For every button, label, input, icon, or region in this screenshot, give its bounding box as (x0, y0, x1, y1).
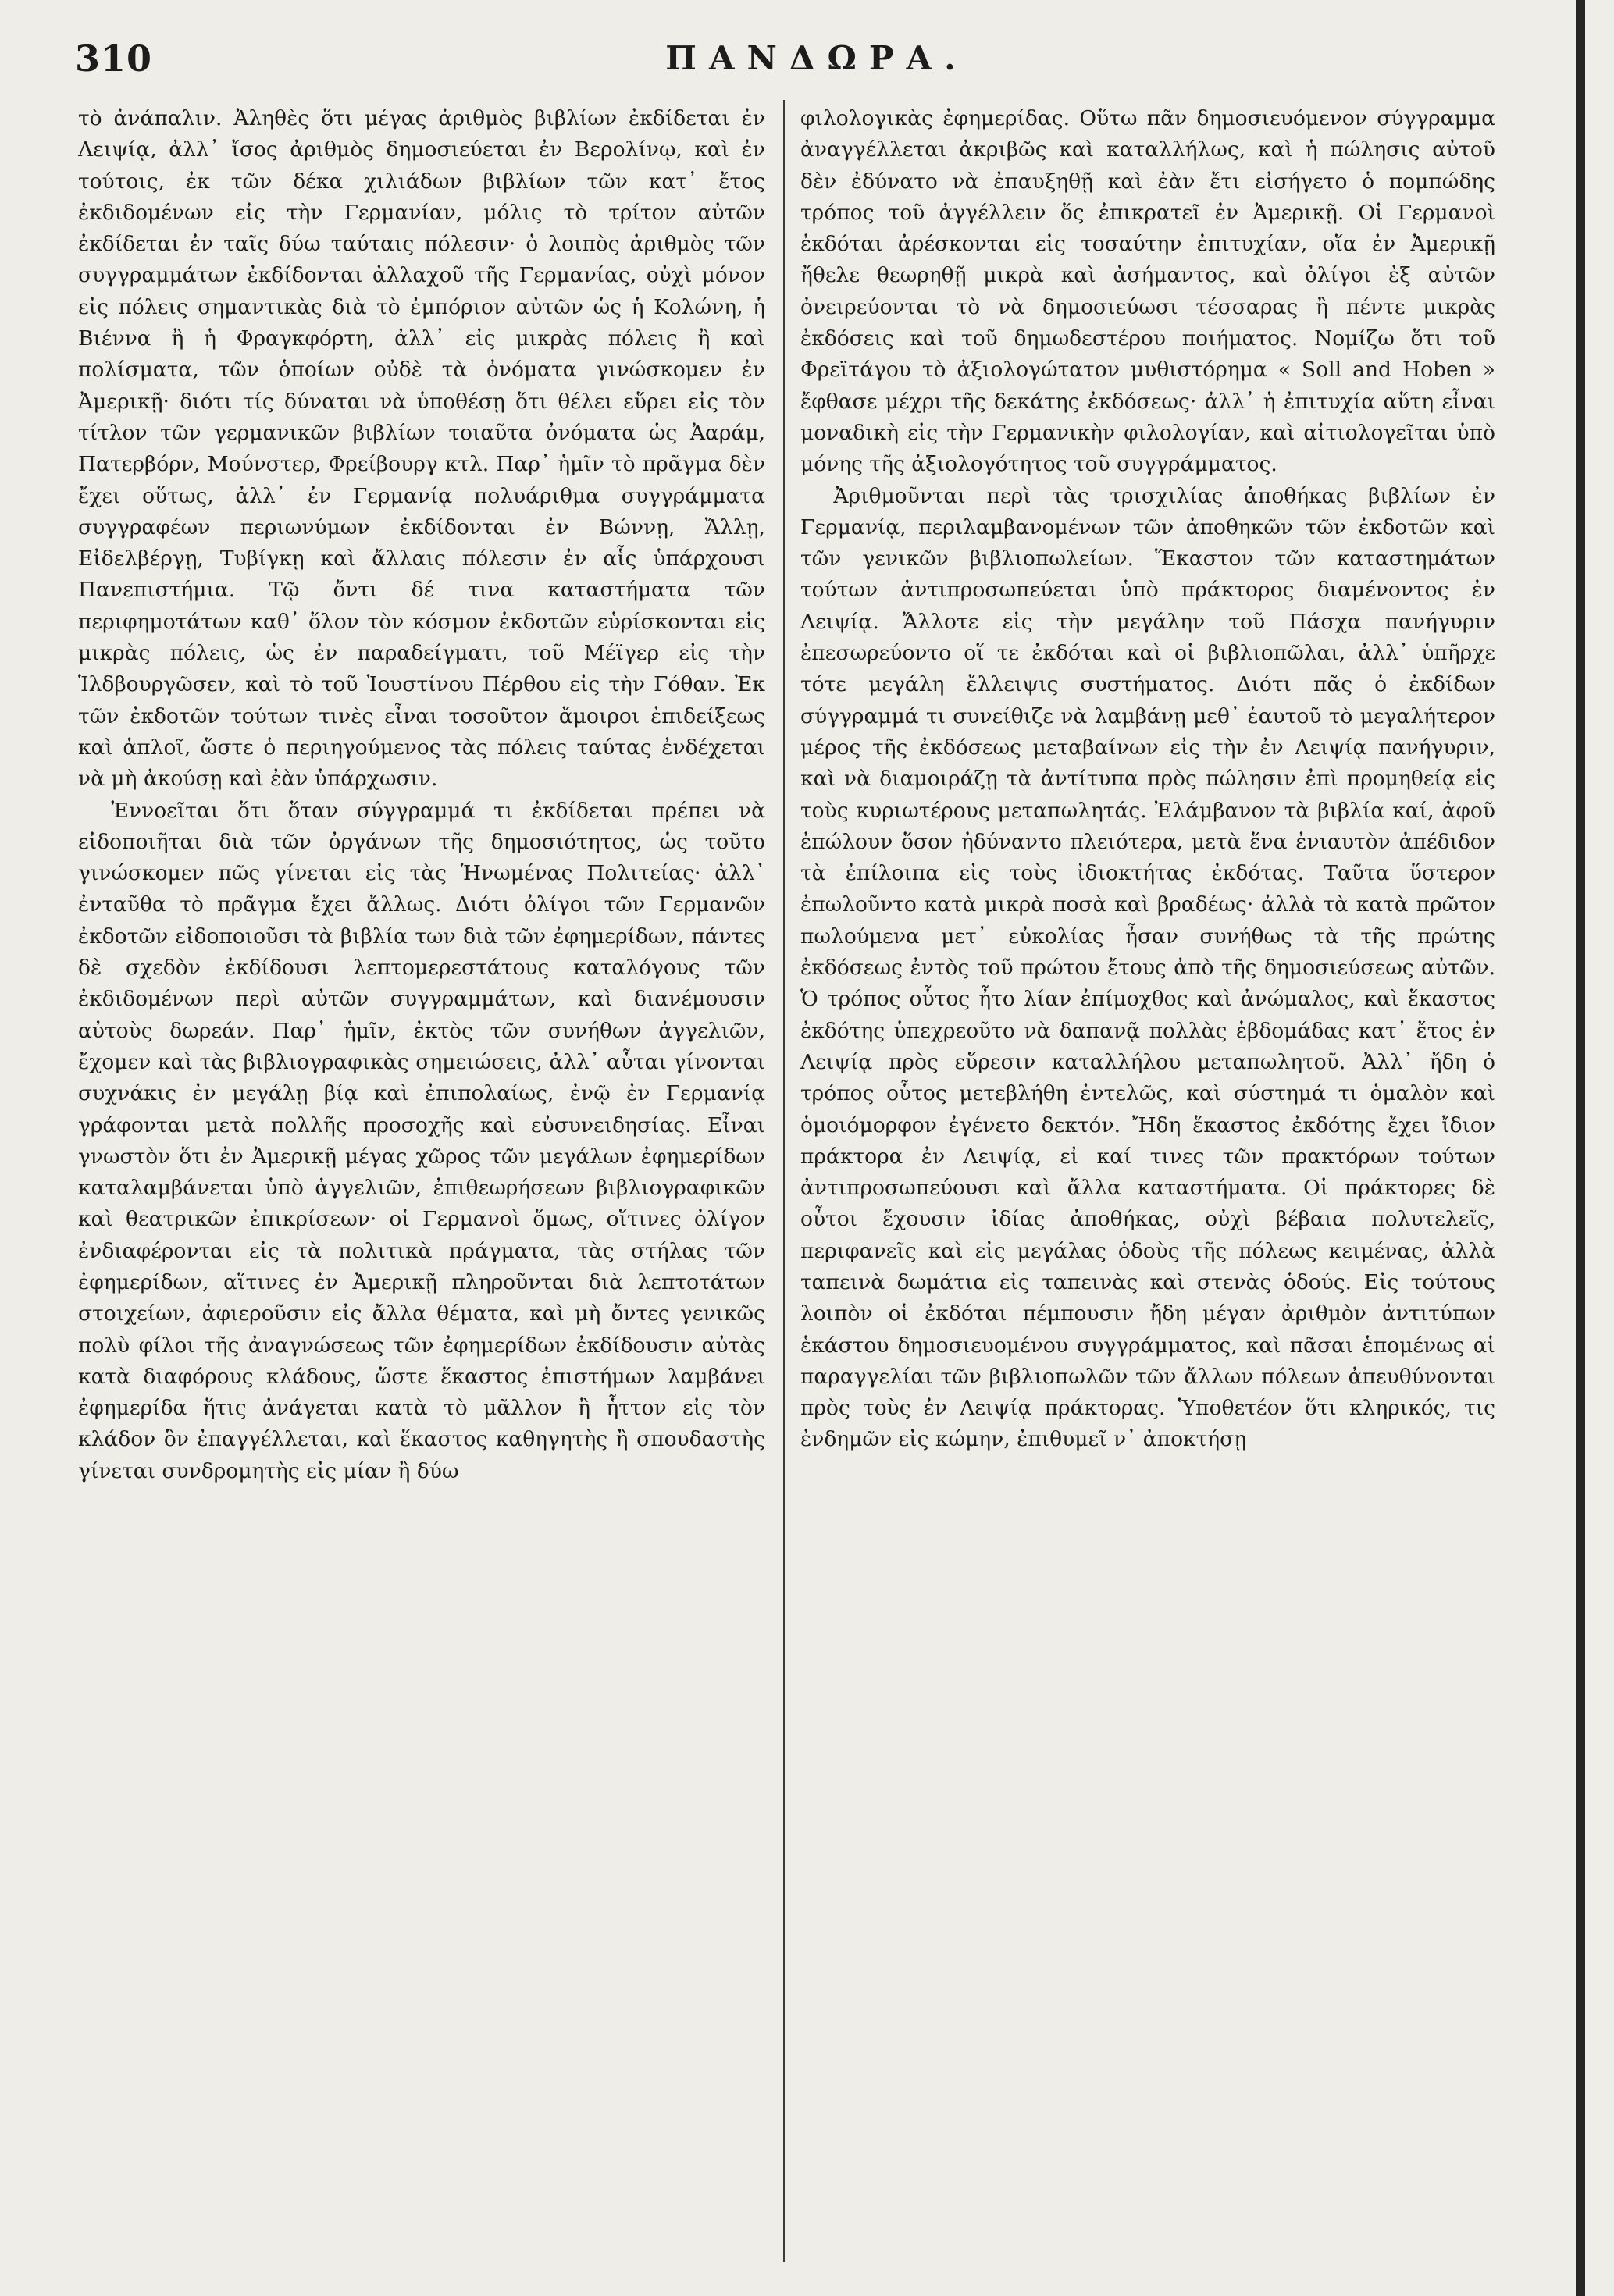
right-column (800, 103, 1495, 2258)
right-paragraph-1: φιλολογικὰς ἐφημερίδας. Οὕτω πᾶν δημοσιευόμενον σύγγραμμα ἀναγγέλλεται ἀκριβῶς καὶ καταλλήλως, καὶ ἡ πώλησις αὐτοῦ δὲν ἐδύνατο νὰ ἐπαυξηθῇ καὶ ἐὰν ἔτι εἰσήγετο ὁ πομπώδης τρόπος τοῦ ἀγγέλλειν ὅς ἐπικρατεῖ ἐν Ἀμερικῇ. Οἱ Γερμανοὶ ἐκδόται ἀρέσκονται εἰς τοσαύτην ἐπιτυχίαν, οἵα ἐν Ἀμερικῇ ἤθελε θεωρηθῇ μικρὰ καὶ ἀσήμαντος, καὶ ὀλίγοι ἐξ αὐτῶν ὀνειρεύονται τὸ νὰ δημοσιεύωσι τέσσαρας ἢ πέντε μικρὰς ἐκδόσεις καὶ τοῦ δημωδεστέρου ποιήματος. Νομίζω ὅτι τοῦ Φρεϊτάγου τὸ ἀξιολογώτατον μυθιστόρημα « Soll and Hoben » ἔφθασε μέχρι τῆς δεκάτης ἐκδόσεως· ἀλλ᾽ ἡ ἐπιτυχία αὕτη εἶναι μοναδικὴ εἰς τὴν Γερμανικὴν φιλολογίαν, καὶ αἰτιολογεῖται ὑπὸ μόνης τῆς ἀξιολογότητος τοῦ συγγράμματος. (800, 106, 1495, 477)
left-column (78, 103, 765, 2258)
left-paragraph-2: Ἐννοεῖται ὅτι ὅταν σύγγραμμά τι ἐκδίδεται πρέπει νὰ εἰδοποιῆται διὰ τῶν ὀργάνων τῆς δημοσιότητος, ὡς τοῦτο γινώσκομεν πῶς γίνεται εἰς τὰς Ἡνωμένας Πολιτείας· ἀλλ᾽ ἐνταῦθα τὸ πρᾶγμα ἔχει ἄλλως. Διότι ὀλίγοι τῶν Γερμανῶν ἐκδοτῶν εἰδοποιοῦσι τὰ βιβλία των διὰ τῶν ἐφημερίδων, πάντες δὲ σχεδὸν ἐκδίδουσι λεπτομερεστάτους καταλόγους τῶν ἐκδιδομένων περὶ αὐτῶν συγγραμμάτων, καὶ διανέμουσιν αὐτοὺς δωρεάν. Παρ᾽ ἡμῖν, ἐκτὸς τῶν συνήθων ἀγγελιῶν, ἔχομεν καὶ τὰς βιβλιογραφικὰς σημειώσεις, ἀλλ᾽ αὗται γίνονται συχνάκις ἐν μεγάλῃ βίᾳ καὶ ἐπιπολαίως, ἐνῷ ἐν Γερμανίᾳ γράφονται μετὰ πολλῆς προσοχῆς καὶ εὐσυνειδησίας. Εἶναι γνωστὸν ὅτι ἐν Ἀμερικῇ μέγας χῶρος τῶν μεγάλων ἐφημερίδων καταλαμβάνεται ὑπὸ ἀγγελιῶν, ἐπιθεωρήσεων βιβλιογραφικῶν καὶ θεατρικῶν ἐπικρίσεων· οἱ Γερμανοὶ ὅμως, οἵτινες ὀλίγον ἐνδιαφέρονται εἰς τὰ πολιτικὰ πράγματα, τὰς στήλας τῶν ἐφημερίδων, αἵτινες ἐν Ἀμερικῇ πληροῦνται διὰ λεπτοτάτων στοιχείων, ἀφιεροῦσιν εἰς ἄλλα θέματα, καὶ μὴ ὄντες γενικῶς πολὺ φίλοι τῆς ἀναγνώσεως τῶν ἐφημερίδων ἐκδίδουσιν αὐτὰς κατὰ διαφόρους κλάδους, ὥστε ἕκαστος ἐπιστήμων λαμβάνει ἐφημερίδα ἥτις ἀνάγεται κατὰ τὸ μᾶλλον ἢ ἧττον εἰς τὸν κλάδον ὃν ἐπαγγέλλεται, καὶ ἕκαστος καθηγητὴς ἢ σπουδαστὴς γίνεται συνδρομητὴς εἰς μίαν ἢ δύω (78, 798, 765, 1483)
column-divider (783, 100, 785, 2262)
page-number: 310 (75, 37, 153, 80)
running-title: ΠΑΝΔΩΡΑ. (665, 39, 968, 77)
page-header (75, 37, 1559, 92)
page-edge-shadow (1576, 0, 1585, 2296)
left-paragraph-1: τὸ ἀνάπαλιν. Ἀληθὲς ὅτι μέγας ἀριθμὸς βιβλίων ἐκδίδεται ἐν Λειψίᾳ, ἀλλ᾽ ἴσος ἀριθμὸς δημοσιεύεται ἐν Βερολίνῳ, καὶ ἐν τούτοις, ἐκ τῶν δέκα χιλιάδων βιβλίων τῶν κατ᾽ ἔτος ἐκδιδομένων εἰς τὴν Γερμανίαν, μόλις τὸ τρίτον αὐτῶν ἐκδίδεται ἐν ταῖς δύω ταύταις πόλεσιν· ὁ λοιπὸς ἀριθμὸς τῶν συγγραμμάτων ἐκδίδονται ἀλλαχοῦ τῆς Γερμανίας, οὐχὶ μόνον εἰς πόλεις σημαντικὰς διὰ τὸ ἐμπόριον αὐτῶν ὡς ἡ Κολώνη, ἡ Βιέννα ἢ ἡ Φραγκφόρτη, ἀλλ᾽ εἰς μικρὰς πόλεις ἢ καὶ πολίσματα, τῶν ὁποίων οὐδὲ τὰ ὀνόματα γινώσκομεν ἐν Ἀμερικῇ· διότι τίς δύναται νὰ ὑποθέσῃ ὅτι θέλει εὕρει εἰς τὸν τίτλον τῶν γερμανικῶν βιβλίων τοιαῦτα ὀνόματα ὡς Ἀαράμ, Πατερβόρν, Μούνστερ, Φρείβουργ κτλ. Παρ᾽ ἡμῖν τὸ πρᾶγμα δὲν ἔχει οὕτως, ἀλλ᾽ ἐν Γερμανίᾳ πολυάριθμα συγγράμματα συγγραφέων περιωνύμων ἐκδίδονται ἐν Βώννῃ, Ἄλλῃ, Εἰδελβέργῃ, Τυβίγκῃ καὶ ἄλλαις πόλεσιν ἐν αἷς ὑπάρχουσι Πανεπιστήμια. Τῷ ὄντι δέ τινα καταστήματα τῶν περιφημοτάτων καθ᾽ ὅλον τὸν κόσμον ἐκδοτῶν εὑρίσκονται εἰς μικρὰς πόλεις, ὡς ἐν παραδείγματι, τοῦ Μέϊγερ εἰς τὴν Ἱλδβουργῶσεν, καὶ τὸ τοῦ Ἰουστίνου Πέρθου εἰς τὴν Γόθαν. Ἐκ τῶν ἐκδοτῶν τούτων τινὲς εἶναι τοσοῦτον ἄμοιροι ἐπιδείξεως καὶ ἁπλοῖ, ὥστε ὁ περιηγούμενος τὰς πόλεις ταύτας ἐνδέχεται νὰ μὴ ἀκούσῃ καὶ ἐὰν ὑπάρχωσιν. (78, 106, 765, 792)
right-paragraph-2: Ἀριθμοῦνται περὶ τὰς τρισχιλίας ἀποθήκας βιβλίων ἐν Γερμανίᾳ, περιλαμβανομένων τῶν ἀποθηκῶν τῶν ἐκδοτῶν καὶ τῶν γενικῶν βιβλιοπωλείων. Ἕκαστον τῶν καταστημάτων τούτων ἀντιπροσωπεύεται ὑπὸ πράκτορος διαμένοντος ἐν Λειψίᾳ. Ἄλλοτε εἰς τὴν μεγάλην τοῦ Πάσχα πανήγυριν ἐπεσωρεύοντο οἵ τε ἐκδόται καὶ οἱ βιβλιοπῶλαι, ἀλλ᾽ ὑπῆρχε τότε μεγάλη ἔλλειψις συστήματος. Διότι πᾶς ὁ ἐκδίδων σύγγραμμά τι συνείθιζε νὰ λαμβάνῃ μεθ᾽ ἑαυτοῦ τὸ μεγαλήτερον μέρος τῆς ἐκδόσεως μεταβαίνων εἰς τὴν ἐν Λειψίᾳ πανήγυριν, καὶ νὰ διαμοιράζῃ τὰ ἀντίτυπα πρὸς πώλησιν ἐπὶ προμηθείᾳ εἰς τοὺς κυριωτέρους μεταπωλητάς. Ἐλάμβανον τὰ βιβλία καί, ἀφοῦ ἐπώλουν ὅσον ἠδύναντο πλειότερα, μετὰ ἕνα ἐνιαυτὸν ἀπέδιδον τὰ ἐπίλοιπα εἰς τοὺς ἰδιοκτήτας ἐκδότας. Ταῦτα ὕστερον ἐπωλοῦντο κατὰ μικρὰ ποσὰ καὶ βραδέως· ἀλλὰ τὰ κατὰ πρῶτον πωλούμενα μετ᾽ εὐκολίας ἦσαν συνήθως τὰ τῆς πρώτης ἐκδόσεως ἐντὸς τοῦ πρώτου ἔτους ἀπὸ τῆς δημοσιεύσεως αὐτῶν. Ὁ τρόπος οὗτος ἦτο λίαν ἐπίμοχθος καὶ ἀνώμαλος, καὶ ἕκαστος ἐκδότης ὑπεχρεοῦτο νὰ δαπανᾷ πολλὰς ἑβδομάδας κατ᾽ ἔτος ἐν Λειψίᾳ πρὸς εὕρεσιν καταλλήλου μεταπωλητοῦ. Ἀλλ᾽ ἤδη ὁ τρόπος οὗτος μετεβλήθη ἐντελῶς, καὶ σύστημά τι ὁμαλὸν καὶ ὁμοιόμορφον ἐγένετο δεκτόν. Ἤδη ἕκαστος ἐκδότης ἔχει ἴδιον πράκτορα ἐν Λειψίᾳ, εἰ καί τινες τῶν πρακτόρων τούτων ἀντιπροσωπεύουσι καὶ ἄλλα καταστήματα. Οἱ πράκτορες δὲ οὗτοι ἔχουσιν ἰδίας ἀποθήκας, οὐχὶ βέβαια πολυτελεῖς, περιφανεῖς καὶ εἰς μεγάλας ὁδοὺς τῆς πόλεως κειμένας, ἀλλὰ ταπεινὰ δωμάτια εἰς ταπεινὰς καὶ στενὰς ὁδούς. Εἰς τούτους λοιπὸν οἱ ἐκδόται πέμπουσιν ἤδη μέγαν ἀριθμὸν ἀντιτύπων ἑκάστου δημοσιευομένου συγγράμματος, καὶ πᾶσαι ἑπομένως αἱ παραγγελίαι τῶν βιβλιοπωλῶν τῶν ἄλλων πόλεων ἀπευθύνονται πρὸς τοὺς ἐν Λειψίᾳ πράκτορας. Ὑποθετέον ὅτι κληρικός, τις ἐνδημῶν εἰς κώμην, ἐπιθυμεῖ ν᾽ ἀποκτήσῃ (800, 483, 1495, 1452)
